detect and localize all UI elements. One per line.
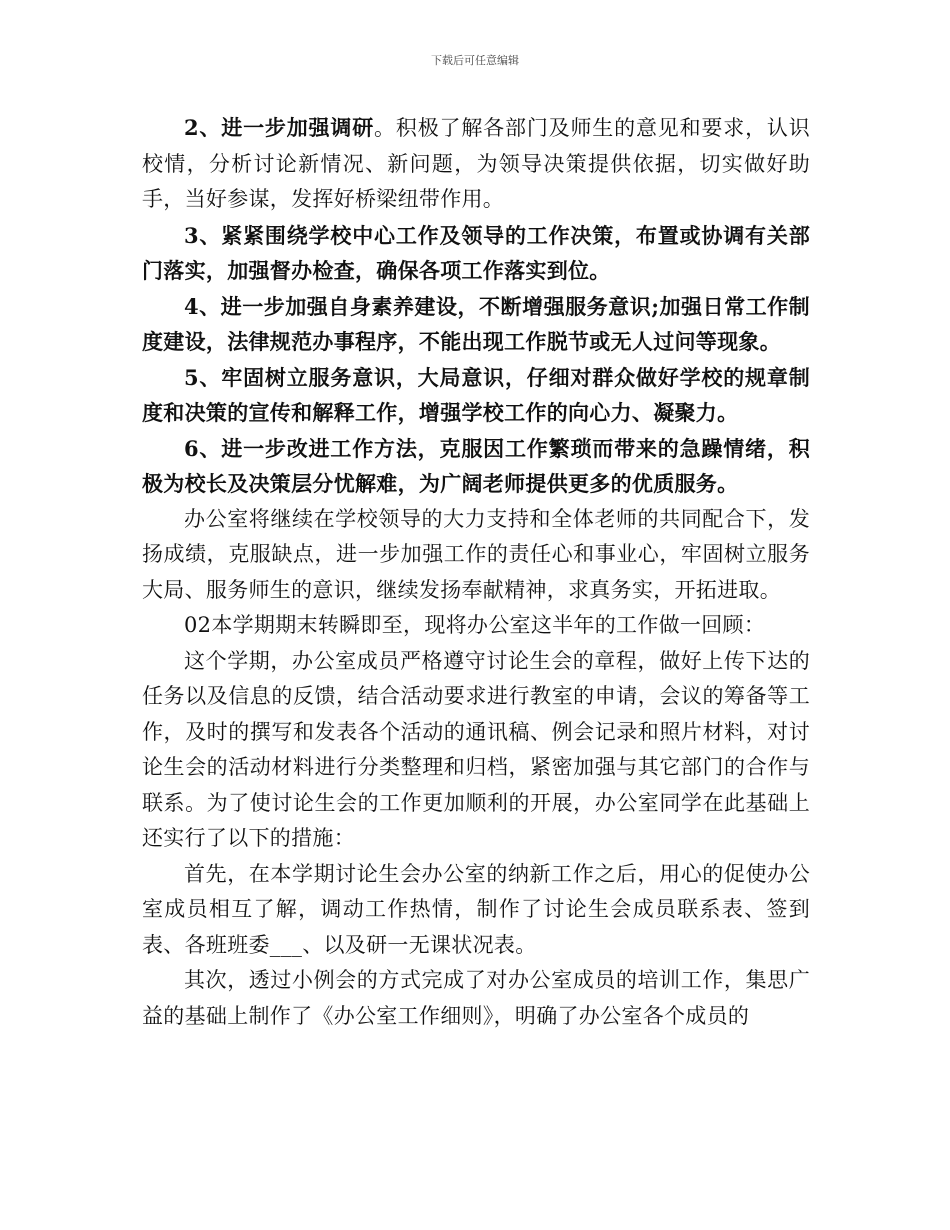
paragraph-lead: 2、进一步加强调研 (184, 115, 375, 140)
paragraph-first: 首先，在本学期讨论生会办公室的纳新工作之后，用心的促使办公室成员相互了解，调动工作热情，制作了讨论生会成员联系表、签到表、各班班委___、以及研一无课状况表。 (142, 861, 810, 957)
paragraph-text: 。积极了解各部门及师生的意见和要求，认识校情，分析讨论新情况、新问题，为领导决策提供依据，切实做好助手，当好参谋，发挥好桥梁纽带作用。 (142, 116, 811, 211)
paragraph-item-2 (142, 110, 810, 218)
page-header: 下载后可任意编辑 (431, 54, 519, 67)
paragraph-summary: 办公室将继续在学校领导的大力支持和全体老师的共同配合下，发扬成绩，克服缺点，进一步加强工作的责任心和事业心，牢固树立服务大局、服务师生的意识，继续发扬奉献精神，求真务实，开拓进取。 (142, 506, 810, 602)
paragraph-item-4: 4、进一步加强自身素养建设，不断增强服务意识;加强日常工作制度建设，法律规范办事程序，不能出现工作脱节或无人过问等现象。 (142, 293, 810, 354)
paragraph-second: 其次，透过小例会的方式完成了对办公室成员的培训工作，集思广益的基础上制作了《办公室工作细则》，明确了办公室各个成员的 (142, 968, 810, 1028)
paragraph-section-02: 02本学期期末转瞬即至，现将办公室这半年的工作做一回顾： (184, 613, 766, 637)
paragraph-item-3: 3、紧紧围绕学校中心工作及领导的工作决策，布置或协调有关部门落实，加强督办检查，确保各项工作落实到位。 (142, 222, 810, 283)
paragraph-item-5: 5、牢固树立服务意识，大局意识，仔细对群众做好学校的规章制度和决策的宣传和解释工作，增强学校工作的向心力、凝聚力。 (142, 364, 810, 425)
paragraph-semester-work: 这个学期，办公室成员严格遵守讨论生会的章程，做好上传下达的任务以及信息的反馈，结合活动要求进行教室的申请，会议的筹备等工作，及时的撰写和发表各个活动的通讯稿、例会记录和照片材料，对讨论生会的活动材料进行分类整理和归档，紧密加强与其它部门的合作与联系。为了使讨论生会的工作更加顺利的开展，办公室同学在此基础上还实行了以下的措施： (142, 648, 810, 850)
paragraph-item-6: 6、进一步改进工作方法，克服因工作繁琐而带来的急躁情绪，积极为校长及决策层分忧解难，为广阔老师提供更多的优质服务。 (142, 435, 810, 496)
document-body (142, 110, 810, 1034)
